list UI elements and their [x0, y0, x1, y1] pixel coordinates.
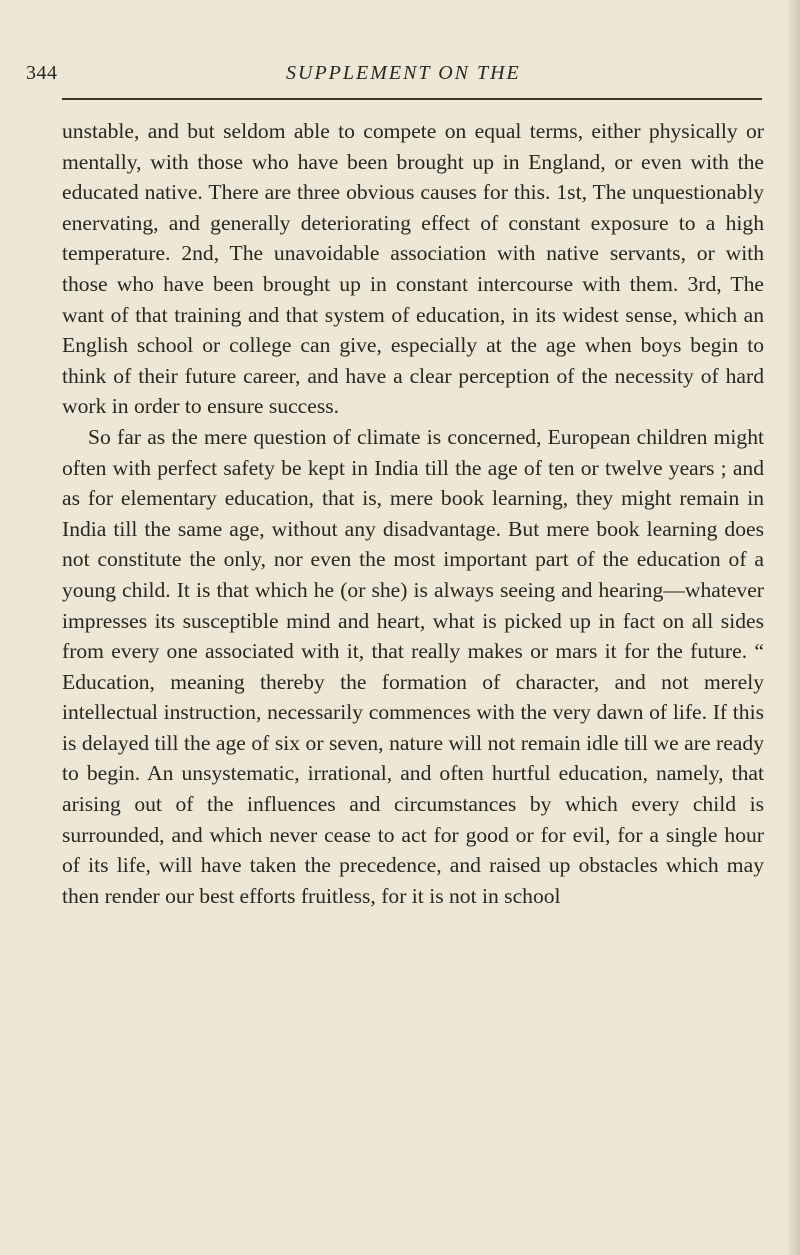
body-text: [62, 116, 764, 911]
running-head: SUPPLEMENT ON THE: [286, 62, 521, 84]
page-edge-shadow: [786, 0, 800, 1255]
header-rule: [62, 98, 762, 100]
paragraph-2: So far as the mere question of climate is concerned, European children might often with perfect safety be kept in India till the age of ten or twelve years ; and as for elementary education, that is, mere book learning, they might remain in India till the same age, without any disadvantage. But mere book learning does not constitute the only, nor even the most important part of the education of a young child. It is that which he (or she) is always seeing and hearing—whatever impresses its susceptible mind and heart, what is picked up in fact on all sides from every one associated with it, that really makes or mars it for the future. “ Education, meaning thereby the formation of character, and not merely intellectual instruction, necessarily commences with the very dawn of life. If this is delayed till the age of six or seven, nature will not remain idle till we are ready to begin. An unsystematic, irrational, and often hurtful education, namely, that arising out of the influences and circumstances by which every child is surrounded, and which never cease to act for good or for evil, for a single hour of its life, will have taken the precedence, and raised up obstacles which may then render our best efforts fruitless, for it is not in school: [62, 424, 764, 908]
page-number: 344: [26, 62, 58, 84]
paragraph-1: unstable, and but seldom able to compete on equal terms, either physically or mentally, with those who have been brought up in England, or even with the educated native. There are three obvious causes for this. 1st, The unquestionably enervating, and generally deteriorating effect of constant exposure to a high temperature. 2nd, The unavoidable association with native servants, or with those who have been brought up in constant intercourse with them. 3rd, The want of that training and that system of education, in its widest sense, which an English school or college can give, especially at the age when boys begin to think of their future career, and have a clear perception of the necessity of hard work in order to ensure success.: [62, 119, 764, 419]
page-header: [26, 62, 762, 90]
